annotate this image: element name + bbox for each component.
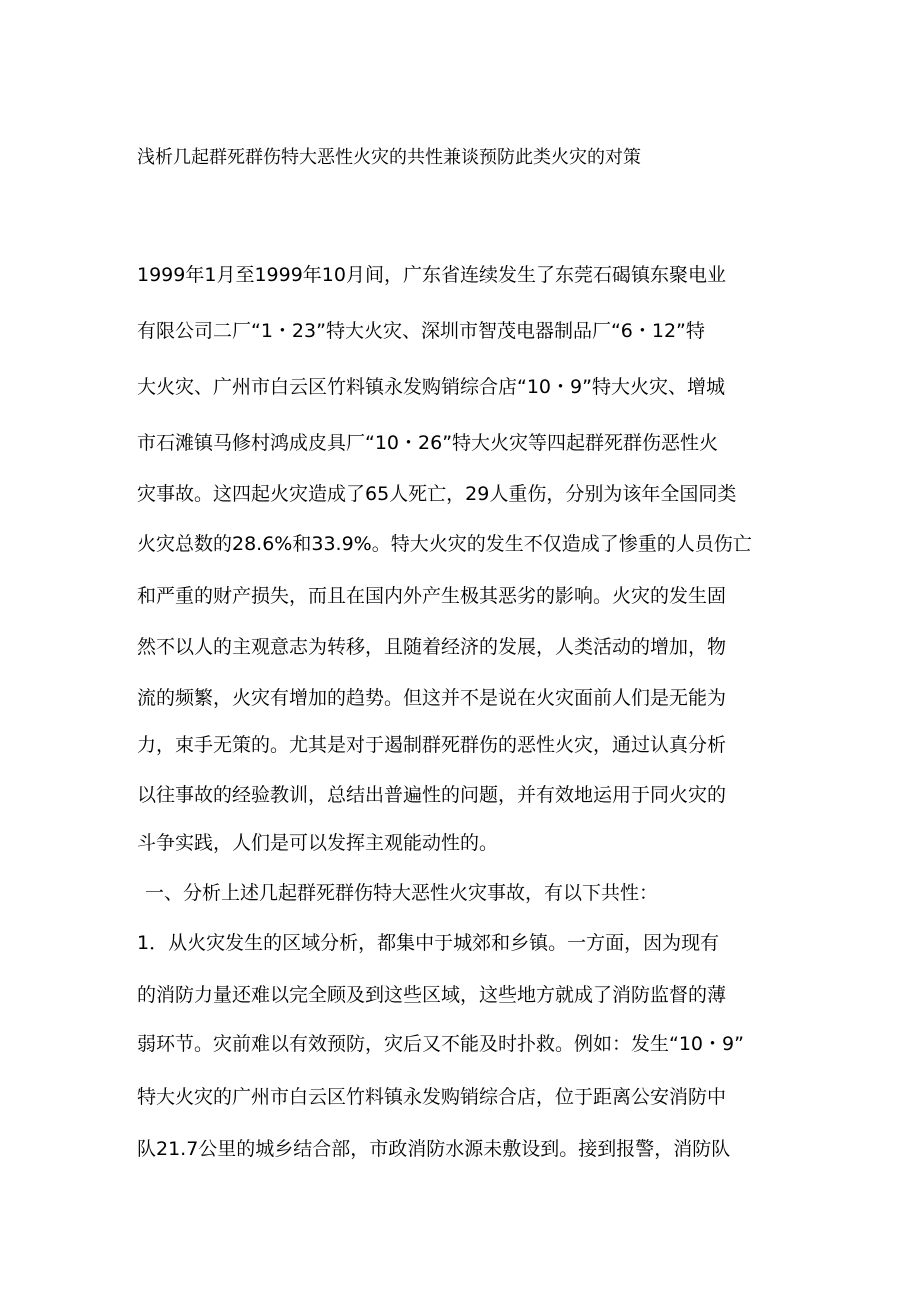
paragraph-line-6: 火灾总数的28.6%和33.9%。特大火灾的发生不仅造成了惨重的人员伤亡 [137,533,752,555]
section-heading: 一、分析上述几起群死群伤特大恶性火灾事故，有以下共性： [145,882,659,904]
paragraph-line-9: 流的频繁，火灾有增加的趋势。但这并不是说在火灾面前人们是无能为 [137,687,727,709]
paragraph-line-11: 以往事故的经验教训，总结出普遍性的问题，并有效地运用于同火灾的 [137,784,727,806]
paragraph-line-18: 队21.7公里的城乡结合部，市政消防水源未敷设到。接到报警，消防队 [137,1138,731,1160]
paragraph-line-5: 灾事故。这四起火灾造成了65人死亡，29人重伤，分别为该年全国同类 [137,483,737,505]
paragraph-line-7: 和严重的财产损失，而且在国内外产生极其恶劣的影响。火灾的发生固 [137,585,727,607]
paragraph-line-10: 力，束手无策的。尤其是对于遏制群死群伤的恶性火灾，通过认真分析 [137,734,727,756]
paragraph-line-15: 的消防力量还难以完全顾及到这些区域，这些地方就成了消防监督的薄 [137,984,727,1006]
paragraph-line-2: 有限公司二厂“1・23”特大火灾、深圳市智茂电器制品厂“6・12”特 [137,320,705,342]
paragraph-line-8: 然不以人的主观意志为转移，且随着经济的发展，人类活动的增加，物 [137,636,727,658]
paragraph-line-1: 1999年1月至1999年10月间，广东省连续发生了东莞石碣镇东聚电业 [137,264,726,286]
paragraph-line-17: 特大火灾的广州市白云区竹料镇永发购销综合店，位于距离公安消防中 [137,1086,727,1108]
paragraph-line-3: 大火灾、广州市白云区竹料镇永发购销综合店“10・9”特大火灾、增城 [137,376,725,398]
paragraph-line-16: 弱环节。灾前难以有效预防，灾后又不能及时扑救。例如：发生“10・9” [137,1033,744,1055]
document-title: 浅析几起群死群伤特大恶性火灾的共性兼谈预防此类火灾的对策 [137,147,641,168]
paragraph-line-12: 斗争实践，人们是可以发挥主观能动性的。 [137,832,499,854]
paragraph-line-4: 市石滩镇马修村鸿成皮具厂“10・26”特大火灾等四起群死群伤恶性火 [137,432,719,454]
paragraph-line-14: 1．从火灾发生的区域分析，都集中于城郊和乡镇。一方面，因为现有 [137,932,720,954]
